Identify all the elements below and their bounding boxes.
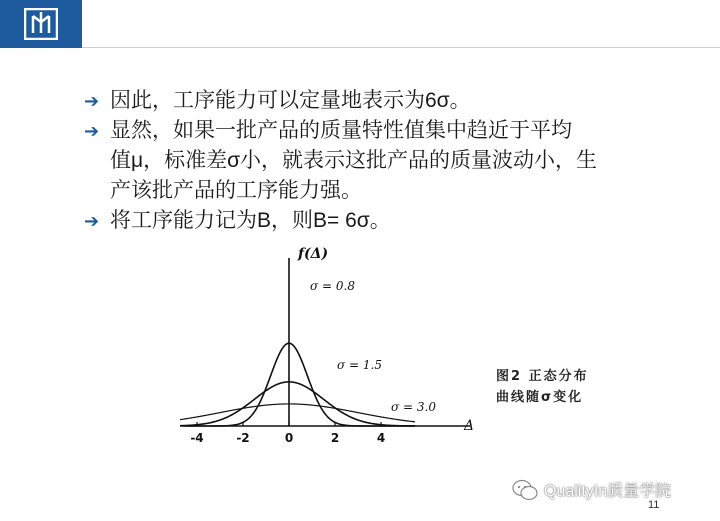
curve-label-sigma-1-5: σ = 1.5: [337, 358, 382, 372]
page-number: 11: [648, 499, 660, 511]
bullet-text-line: 值μ，标准差σ小，就表示这批产品的质量波动小，生: [110, 149, 598, 172]
bullet-item: [84, 116, 684, 206]
bullet-text-line: 将工序能力记为B，则B= 6σ。: [110, 209, 391, 232]
x-tick-label: 0: [284, 431, 294, 445]
wechat-icon: [512, 479, 538, 501]
bullet-item: [84, 206, 684, 236]
bullet-text-line: 因此，工序能力可以定量地表示为6σ。: [110, 89, 471, 112]
figure-caption: [496, 366, 589, 408]
bullet-list: [84, 86, 684, 236]
normal-distribution-chart: [180, 238, 480, 446]
arrow-bullet-icon: ➔: [84, 211, 100, 232]
bullet-text-line: 显然，如果一批产品的质量特性值集中趋近于平均: [110, 119, 572, 142]
arrow-bullet-icon: ➔: [84, 91, 100, 112]
header-divider: [82, 47, 720, 48]
institution-logo-icon: [24, 8, 58, 40]
x-tick-label: 4: [376, 431, 386, 445]
logo-box: [0, 0, 82, 48]
curves-group: [180, 343, 415, 426]
watermark-text: QualityIn质量学院: [544, 483, 672, 500]
x-tick-label: -2: [236, 431, 250, 445]
x-tick-label: -4: [190, 431, 204, 445]
figure-caption-line: 曲线随σ变化: [496, 390, 584, 405]
bullet-item: [84, 86, 684, 116]
bullet-text-line: 产该批产品的工序能力强。: [110, 179, 362, 202]
x-tick-label: 2: [330, 431, 340, 445]
arrow-bullet-icon: ➔: [84, 121, 100, 142]
curve-label-sigma-0-8: σ = 0.8: [310, 279, 355, 293]
curve-sigma-3: [180, 404, 415, 423]
figure-caption-line: 图2 正态分布: [496, 369, 589, 384]
watermark: [512, 478, 671, 501]
curve-label-sigma-3-0: σ = 3.0: [391, 400, 436, 414]
y-axis-label: f(Δ): [298, 246, 329, 262]
x-axis-label: Δ: [464, 418, 475, 434]
